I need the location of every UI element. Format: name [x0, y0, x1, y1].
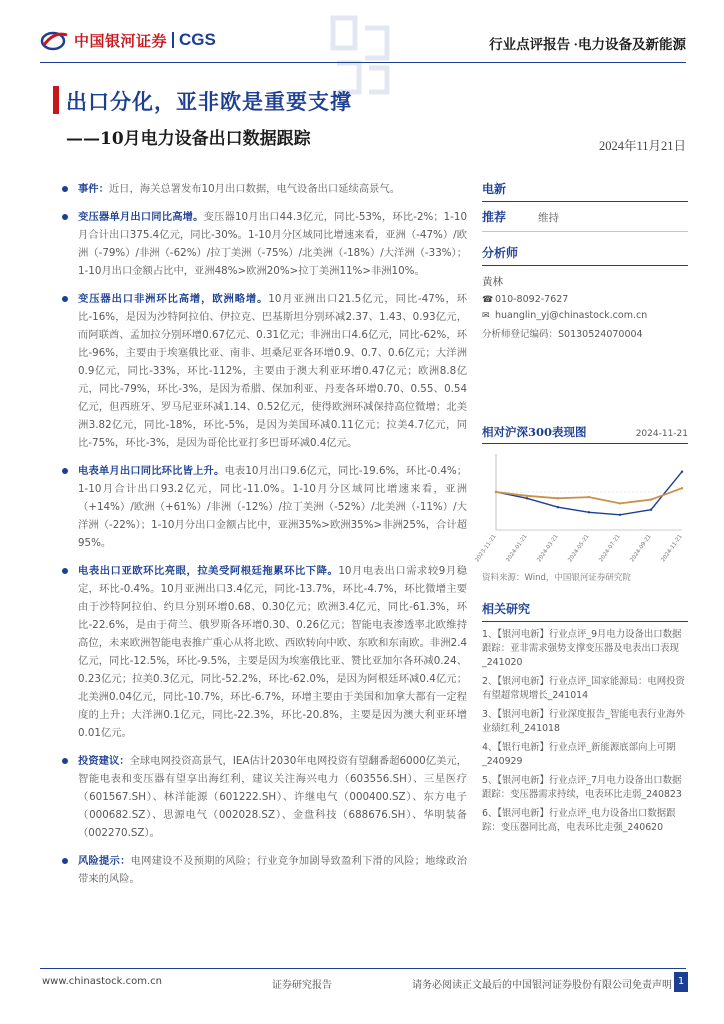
report-type: 行业点评报告 ·电力设备及新能源 [489, 37, 686, 52]
analyst-cert [482, 326, 688, 340]
paragraph-transformer-regions [62, 290, 467, 452]
paragraph-text: 电网建设不及预期的风险；行业竞争加剧导致盈利下滑的风险；地缘政治带来的风险。 [78, 855, 468, 885]
footer-center: 证券研究报告 [272, 980, 332, 991]
header-divider [40, 62, 686, 63]
rating-value: 维持 [538, 212, 559, 224]
related-item[interactable]: 4、【银行电新】行业点评_新能源底部向上可期_240929 [482, 742, 676, 767]
series-line-industry [496, 472, 682, 515]
bullet-icon [62, 758, 68, 764]
paragraph-text: 变压器10月出口44.3亿元，同比-53%，环比-2%；1-10月合计出口375.4亿元，同比-30%。1-10月分区域同比增速来看，亚洲（-47%）/欧洲（-79%）/非洲（-62%）/拉丁美洲（-75%）/北美洲（-18%）/大洋洲（-33%）；1-10月出口金额占比中，亚洲48%>欧洲20%>拉丁美洲11%>非洲10%。 [78, 211, 467, 277]
chart-date: 2024-11-21 [635, 429, 688, 439]
title-accent-bar [53, 86, 59, 114]
industry-label: 电新 [482, 180, 688, 202]
paragraph-event [62, 180, 467, 198]
cert-number: 分析师登记编码：S0130524070004 [482, 329, 643, 340]
analyst-header: 分析师 [482, 244, 688, 266]
cgs-watermark-icon [325, 8, 395, 98]
data-point [681, 487, 683, 489]
related-research-header: 相关研究 [482, 600, 688, 622]
chart-title: 相对沪深300表现图 [482, 425, 587, 439]
company-logo [40, 28, 216, 52]
related-item[interactable]: 1、【银河电新】行业点评_9月电力设备出口数据跟踪：亚非需求强势支撑变压器及电表出口表现_241020 [482, 629, 682, 668]
phone-icon: ☎ [482, 294, 494, 305]
data-point [619, 502, 621, 504]
rating-divider [482, 231, 688, 232]
x-tick-label: 2024-07-21 [598, 533, 622, 564]
paragraph-lead: 事件： [78, 183, 109, 195]
logo-divider [172, 32, 174, 48]
analyst-name: 黄林 [482, 276, 503, 288]
paragraph-lead: 风险提示： [78, 855, 131, 867]
series-line-index [496, 488, 682, 503]
paragraph-lead: 投资建议： [78, 755, 130, 767]
paragraph-text: 10月亚洲出口21.5亿元，同比-47%，环比-16%，是因为沙特阿拉伯、伊拉克、巴基斯坦分别环减2.37、1.43、0.93亿元，而阿联酋、孟加拉分别环增0.67亿元、0.31亿元；非洲出口4.6亿元，同比-62%，环比-96%，主要由于埃塞俄比亚、南非、坦桑尼亚各环增0.9、0.7、0.6亿元；大洋洲0.9亿元，同比-33%，环比-112%，主要由于澳大利亚环增0.47亿元；欧洲8.8亿元，同比-79%，环比-3%，是因为希腊、保加利亚、丹麦各环增0.70、0.55、0.54亿元，但西班牙、罗马尼亚环减1.14、0.52亿元，使得欧洲环减保持高位微增；北美洲3.82亿元，同比-18%，环比-5%，是因为美国环减0.11亿元；拉美4.7亿元，同比-75%，环比-3%，是因为哥伦比亚打多巴哥环减0.4亿元。 [78, 293, 467, 449]
paragraph-transformer-export [62, 208, 467, 280]
data-point [588, 511, 590, 513]
footer-divider [40, 968, 686, 969]
rating-label: 推荐 [482, 210, 507, 224]
bullet-icon [62, 186, 68, 192]
analyst-email[interactable] [482, 310, 688, 321]
related-item[interactable]: 5、【银河电新】行业点评_7月电力设备出口数据跟踪：变压器需求持续，电表环比走弱_240823 [482, 775, 682, 800]
data-point [557, 497, 559, 499]
main-content [62, 180, 467, 898]
bullet-icon [62, 468, 68, 474]
report-title: 出口分化，亚非欧是重要支撑 [66, 89, 352, 114]
related-item[interactable]: 2、【银河电新】行业点评_国家能源局：电网投资有望超常规增长_241014 [482, 676, 685, 701]
data-point [619, 514, 621, 516]
footer-url[interactable]: www.chinastock.com.cn [42, 976, 162, 987]
bullet-icon [62, 568, 68, 574]
logo-chinese-name: 中国银河证券 [74, 31, 168, 50]
data-point [588, 496, 590, 498]
paragraph-text: 10月电表出口需求较9月稳定，环比-0.4%。10月亚洲出口3.4亿元，同比-13.7%，环比-4.7%，环比微增主要由于沙特阿拉伯、约旦分别环增0.68、0.30亿元；欧洲3.4亿元，同比-61.3%，环比-22.6%，是由于荷兰、俄罗斯各环增0.30、0.26亿元；智能电表渗透率北欧维持高位，未来欧洲智能电表推广重心从将北欧、西欧转向中欧、东欧和东南欧。非洲2.4亿元，同比-12.5%，环比-9.5%，主要是因为埃塞俄比亚、赞比亚加尔各环减0.24、0.23亿元；拉美0.3亿元，同比-52.2%，环比-62.0%，是因为阿根廷环减0.4亿元；北美洲0.04亿元，同比-10.7%，环比-6.7%，环增主要由于美国和加拿大都有一定程度的上升；大洋洲0.1亿元，同比-22.3%，环比-20.8%，主要是因为澳大利亚环增0.01亿元。 [78, 565, 468, 739]
data-point [495, 491, 497, 493]
paragraph-investment-advice [62, 752, 467, 842]
data-point [526, 495, 528, 497]
chart-header [482, 424, 688, 444]
paragraph-text: 全球电网投资高景气，IEA估计2030年电网投资有望翻番超6000亿美元，智能电表和变压器有望享出海红利，建议关注海兴电力（603556.SH）、三星医疗（601567.SH）、林洋能源（601222.SH）、许继电气（000400.SZ）、东方电子（000682.SZ）、思源电气（002028.SZ）、金盘科技（688676.SH）、华明装备（002270.SZ）。 [78, 755, 467, 839]
data-point [650, 509, 652, 511]
paragraph-lead: 变压器单月出口同比高增。 [78, 211, 204, 223]
sidebar [482, 180, 688, 340]
email-icon: ✉ [482, 310, 490, 321]
galaxy-logo-icon [40, 29, 70, 51]
paragraph-lead: 电表出口亚欧环比亮眼，拉美受阿根廷拖累环比下降。 [78, 565, 339, 577]
page-number: 1 [674, 972, 688, 992]
paragraph-lead: 电表单月出口同比环比皆上升。 [78, 465, 225, 477]
phone-number: 010-8092-7627 [495, 294, 569, 305]
email-address[interactable]: huanglin_yj@chinastock.com.cn [495, 310, 648, 321]
x-tick-label: 2024-11-21 [660, 533, 684, 564]
bullet-icon [62, 214, 68, 220]
report-date: 2024年11月21日 [598, 139, 686, 153]
performance-chart [474, 446, 688, 568]
related-item[interactable]: 6、【银河电新】行业点评_电力设备出口数据跟踪：变压器同比高，电表环比走强_240620 [482, 808, 676, 833]
related-research-list [482, 628, 688, 840]
footer-disclaimer: 请务必阅读正文最后的中国银河证券股份有限公司免责声明 [412, 980, 672, 991]
paragraph-risk-warning [62, 852, 467, 888]
paragraph-meter-export [62, 462, 467, 552]
data-point [526, 497, 528, 499]
bullet-icon [62, 858, 68, 864]
analyst-phone [482, 294, 688, 305]
paragraph-text: 近日，海关总署发布10月出口数据，电气设备出口延续高景气。 [108, 183, 401, 195]
data-point [557, 506, 559, 508]
report-subtitle: ——10月电力设备出口数据跟踪 [66, 129, 311, 149]
paragraph-meter-regions [62, 562, 467, 742]
bullet-icon [62, 296, 68, 302]
chart-source: 资料来源：Wind，中国银河证券研究院 [482, 573, 631, 583]
logo-english-name: CGS [179, 30, 216, 49]
x-tick-label: 2024-05-21 [567, 533, 591, 564]
data-point [650, 498, 652, 500]
related-item[interactable]: 3、【银河电新】行业深度报告_智能电表行业海外业绩红利_241018 [482, 709, 685, 734]
paragraph-lead: 变压器出口非洲环比高增，欧洲略增。 [78, 293, 269, 305]
x-tick-label: 2024-01-21 [505, 533, 529, 564]
x-tick-label: 2024-03-21 [536, 533, 560, 564]
x-tick-label: 2024-09-21 [629, 533, 653, 564]
paragraph-text: 电表10月出口9.6亿元，同比-19.6%，环比-0.4%；1-10月合计出口93.2亿元，同比-11.0%。1-10月分区域同比增速来看，亚洲（+14%）/欧洲（+61%）/非洲（-12%）/拉丁美洲（-52%）/北美洲（-11%）/大洋洲（-22%）；1-10月分出口金额占比中，亚洲35%>欧洲35%>非洲25%，合计超95%。 [78, 465, 468, 549]
data-point [681, 471, 683, 473]
x-tick-label: 2023-11-21 [474, 533, 498, 564]
rating-row [482, 202, 688, 231]
